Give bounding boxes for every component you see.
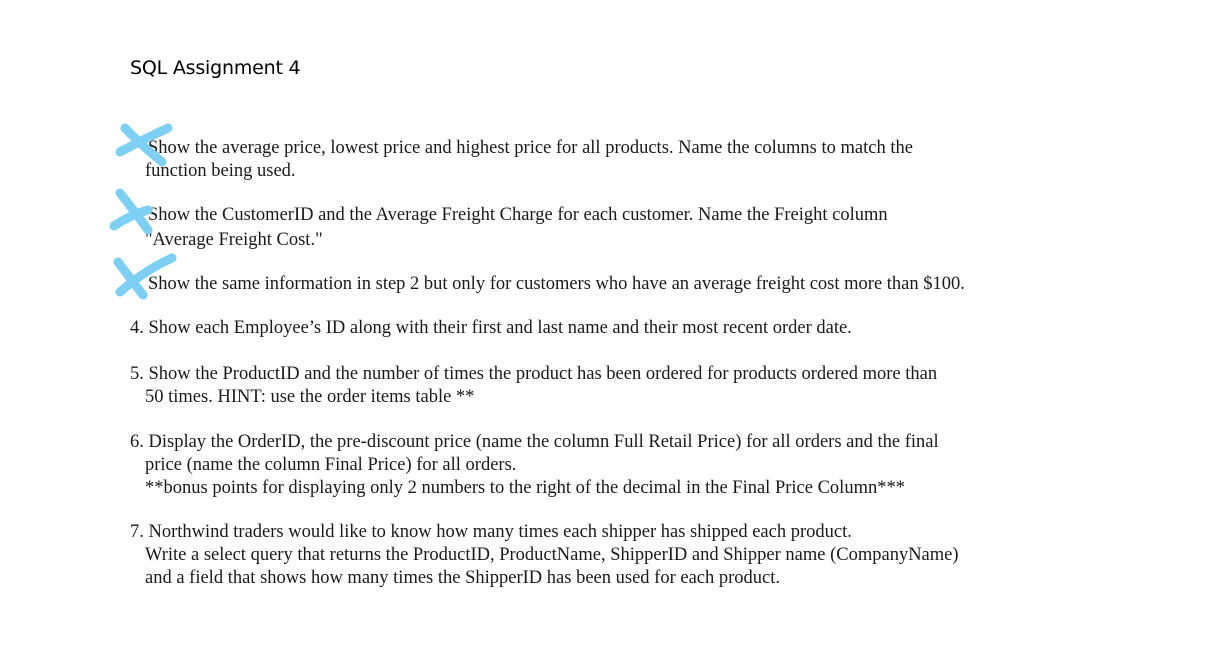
- item-6-line-2: price (name the column Final Price) for all orders.: [145, 455, 517, 475]
- item-7-line-2: Write a select query that returns the ProductID, ProductName, ShipperID and Shipper name (CompanyName): [145, 545, 959, 565]
- item-7-line-3: and a field that shows how many times the ShipperID has been used for each product.: [145, 568, 780, 588]
- item-3-line-1: Show the same information in step 2 but only for customers who have an average freight cost more than $100.: [148, 274, 965, 294]
- item-1-line-1: Show the average price, lowest price and highest price for all products. Name the columns to match the: [148, 138, 913, 158]
- item-4-line-1: 4. Show each Employee’s ID along with their first and last name and their most recent order date.: [130, 318, 852, 338]
- assignment-item-1: [145, 137, 913, 183]
- page-title: SQL Assignment 4: [130, 57, 301, 79]
- item-6-line-3: **bonus points for displaying only 2 numbers to the right of the decimal in the Final Price Column***: [145, 478, 905, 498]
- assignment-item-2: [145, 204, 888, 252]
- assignment-item-4: [130, 317, 852, 340]
- assignment-item-3: [148, 273, 965, 296]
- item-5-line-2: 50 times. HINT: use the order items table **: [145, 387, 475, 407]
- item-5-line-1: 5. Show the ProductID and the number of times the product has been ordered for products ordered more than: [130, 364, 938, 384]
- item-6-line-1: 6. Display the OrderID, the pre-discount price (name the column Full Retail Price) for all orders and the final: [130, 432, 939, 452]
- item-2-line-1: Show the CustomerID and the Average Freight Charge for each customer. Name the Freight column: [148, 205, 888, 225]
- item-1-line-2: function being used.: [145, 161, 296, 181]
- assignment-item-5: [130, 363, 937, 409]
- assignment-item-6: [130, 431, 939, 500]
- item-7-line-1: 7. Northwind traders would like to know how many times each shipper has shipped each product.: [130, 522, 852, 542]
- item-2-line-2: "Average Freight Cost.": [145, 230, 323, 250]
- assignment-item-7: [130, 521, 959, 590]
- x-mark-icon: [114, 193, 148, 230]
